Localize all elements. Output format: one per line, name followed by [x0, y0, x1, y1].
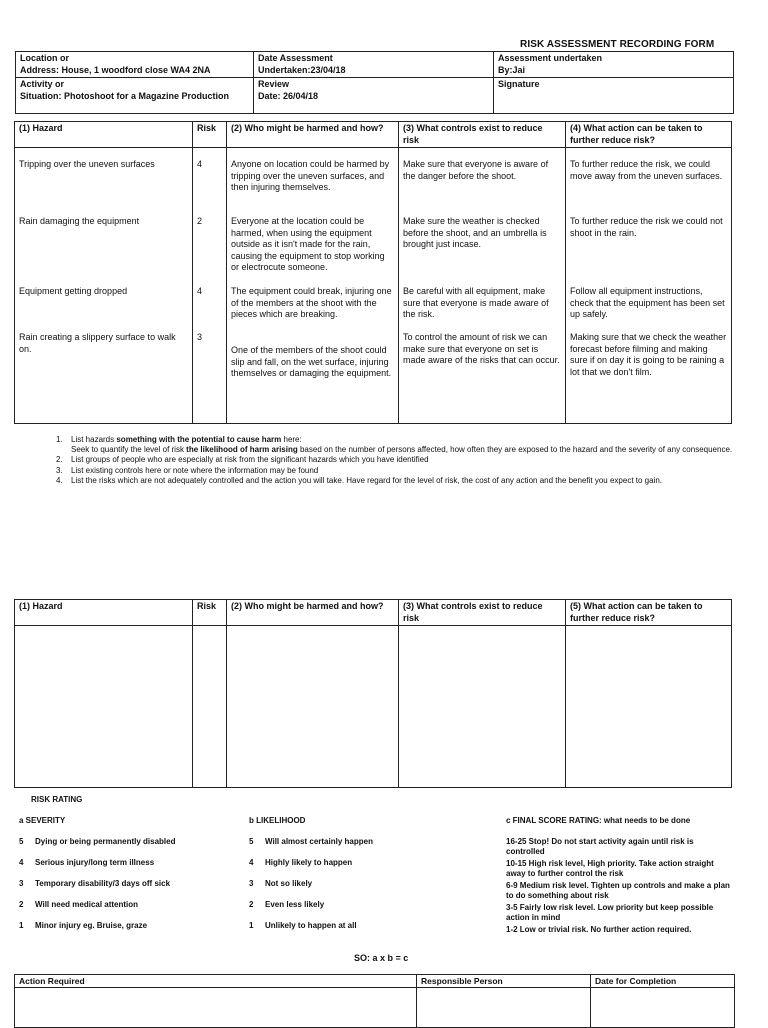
final-score-6-9: 6-9 Medium risk level. Tighten up controls and make a plan to do something about risk: [506, 880, 730, 900]
risk-rating-title: RISK RATING: [31, 795, 83, 804]
likelihood-2: [249, 900, 489, 911]
severity-3-text: Temporary disability/3 days off sick: [35, 879, 171, 888]
likelihood-1-key: 1: [249, 921, 254, 930]
note-1: 1. List hazards something with the potential to cause harm here:: [56, 435, 302, 444]
who-header: (2) Who might be harmed and how?: [227, 122, 399, 148]
signature-label: Signature: [498, 79, 540, 89]
action-entry-cell[interactable]: [566, 626, 732, 788]
activity-label: Activity or: [20, 79, 65, 89]
who-4: One of the members of the shoot could slip and fall, on the wet surface, injuring themselves or damaging the equipment.: [231, 345, 392, 378]
severity-3-key: 3: [19, 879, 24, 888]
form-title: RISK ASSESSMENT RECORDING FORM: [520, 39, 715, 50]
note-4-text: List the risks which are not adequately controlled and the action you will take. Have regard for the level of risk, the cost of any action and the benefit you expect to gain.: [71, 475, 663, 485]
severity-5-key: 5: [19, 837, 24, 846]
risk-entry-cell[interactable]: [193, 626, 227, 788]
completion-date-header: Date for Completion: [591, 975, 735, 988]
action-2: To further reduce the risk we could not shoot in the rain.: [570, 216, 723, 238]
severity-2: [19, 900, 244, 911]
hazard-entry-cell[interactable]: [15, 626, 193, 788]
action-column: [566, 148, 732, 424]
who-header-2: (2) Who might be harmed and how?: [227, 600, 399, 626]
likelihood-4: [249, 858, 489, 869]
hazard-2: Rain damaging the equipment: [19, 216, 140, 226]
controls-1: Make sure that everyone is aware of the danger before the shoot.: [403, 159, 549, 181]
who-3: The equipment could break, injuring one of the members at the shoot with the pieces which are breaking.: [231, 286, 392, 319]
hazard-header-2: (1) Hazard: [15, 600, 193, 626]
likelihood-4-text: Highly likely to happen: [265, 858, 353, 867]
hazard-column: [15, 148, 193, 424]
hazard-table: [14, 121, 732, 424]
note-3-text: List existing controls here or note where the information may be found: [71, 465, 319, 475]
final-score-list: [506, 816, 732, 935]
action-header-2: (5) What action can be taken to further reduce risk?: [566, 600, 732, 626]
severity-4-text: Serious injury/long term illness: [35, 858, 155, 867]
likelihood-list: [249, 816, 489, 942]
note-2-text: List groups of people who are especially at risk from the significant hazards which you have identified: [71, 455, 429, 465]
likelihood-5: [249, 837, 489, 848]
location-cell: [16, 52, 254, 78]
risk-2: 2: [197, 216, 203, 226]
final-score-16-25: 16-25 Stop! Do not start activity again until risk is controlled: [506, 836, 694, 856]
responsible-person-cell[interactable]: [417, 988, 591, 1028]
likelihood-2-text: Even less likely: [265, 900, 325, 909]
formula: SO: a x b = c: [354, 953, 409, 963]
likelihood-5-key: 5: [249, 837, 254, 846]
action-header: (4) What action can be taken to further reduce risk?: [566, 122, 732, 148]
likelihood-3-text: Not so likely: [265, 879, 313, 888]
note-1b: [56, 445, 736, 455]
note-1b-suffix: based on the number of persons affected, how often they are exposed to the hazard and the severity of any consequence.: [297, 445, 733, 455]
controls-header-2: (3) What controls exist to reduce risk: [399, 600, 566, 626]
review-cell: [254, 78, 494, 114]
likelihood-2-key: 2: [249, 900, 254, 909]
final-score-3-5: 3-5 Fairly low risk level. Low priority but keep possible action in mind: [506, 902, 714, 922]
final-score-1-2: 1-2 Low or trivial risk. No further action required.: [506, 924, 692, 934]
likelihood-4-key: 4: [249, 858, 254, 867]
note-1-suffix: here:: [281, 435, 302, 444]
assessor-cell: [494, 52, 734, 78]
header-table: [15, 51, 734, 114]
who-column: [227, 148, 399, 424]
severity-1-key: 1: [19, 921, 24, 930]
address-value: Address: House, 1 woodford close WA4 2NA: [20, 64, 211, 75]
note-1-bold: something with the potential to cause harm: [116, 435, 282, 444]
review-date-value: Date: 26/04/18: [258, 90, 319, 101]
risk-3: 4: [197, 286, 203, 296]
completion-date-cell[interactable]: [591, 988, 735, 1028]
severity-5: [19, 837, 244, 848]
action-4: Making sure that we check the weather forecast before filming and making sure if on day it is going to be raining a lot that we don't film.: [570, 332, 727, 377]
severity-5-text: Dying or being permanently disabled: [35, 837, 176, 846]
risk-column: [193, 148, 227, 424]
final-score-10-15: 10-15 High risk level, High priority. Take action straight away to further control the risk: [506, 858, 714, 878]
severity-4: [19, 858, 244, 869]
action-required-header: Action Required: [15, 975, 417, 988]
controls-column: [399, 148, 566, 424]
likelihood-5-text: Will almost certainly happen: [265, 837, 373, 846]
action-1: To further reduce the risk, we could move away from the uneven surfaces.: [570, 159, 723, 181]
controls-2: Make sure the weather is checked before the shoot, and an umbrella is brought just incase.: [403, 216, 547, 249]
severity-1-text: Minor injury eg. Bruise, graze: [35, 921, 148, 930]
note-1b-bold: the likelihood of harm arising: [186, 445, 298, 455]
likelihood-1: [249, 921, 489, 932]
severity-title: a SEVERITY: [19, 816, 66, 825]
signature-cell[interactable]: [494, 78, 734, 114]
who-entry-cell[interactable]: [227, 626, 399, 788]
hazard-table-blank: [14, 599, 732, 788]
assessment-label: Assessment undertaken: [498, 53, 603, 63]
controls-3: Be careful with all equipment, make sure that everyone is made aware of the risk.: [403, 286, 549, 319]
likelihood-3: [249, 879, 489, 890]
hazard-header: (1) Hazard: [15, 122, 193, 148]
severity-1: [19, 921, 244, 932]
instructions-list: [56, 435, 736, 486]
note-1b-text: Seek to quantify the level of risk: [71, 445, 187, 455]
who-2: Everyone at the location could be harmed, when using the equipment outside as it isn't made for the rain, causing the equipment to stop working or electrocute someone.: [231, 216, 385, 272]
location-label: Location or: [20, 53, 69, 63]
date-assessment-label: Date Assessment: [258, 53, 333, 63]
responsible-person-header: Responsible Person: [417, 975, 591, 988]
hazard-1: Tripping over the uneven surfaces: [19, 159, 155, 169]
situation-value: Situation: Photoshoot for a Magazine Production: [20, 90, 229, 101]
risk-4: 3: [197, 332, 203, 342]
who-1: Anyone on location could be harmed by tripping over the uneven surfaces, and then injuring themselves.: [231, 159, 390, 192]
risk-1: 4: [197, 159, 203, 169]
likelihood-title: b LIKELIHOOD: [249, 816, 306, 825]
hazard-3: Equipment getting dropped: [19, 286, 128, 296]
severity-list: [19, 816, 244, 942]
undertaken-value: Undertaken:23/04/18: [258, 64, 346, 75]
risk-header-2: Risk: [193, 600, 227, 626]
severity-2-key: 2: [19, 900, 24, 909]
hazard-4: Rain creating a slippery surface to walk on.: [19, 332, 176, 354]
likelihood-1-text: Unlikely to happen at all: [265, 921, 357, 930]
activity-cell: [16, 78, 254, 114]
action-required-cell[interactable]: [15, 988, 417, 1028]
date-assessment-cell: [254, 52, 494, 78]
note-2: 2. List groups of people who are especially at risk from the significant hazards which you have identified: [56, 455, 429, 465]
note-1-text: List hazards: [71, 435, 117, 444]
controls-header: (3) What controls exist to reduce risk: [399, 122, 566, 148]
action-3: Follow all equipment instructions, check that the equipment has been set up safely.: [570, 286, 725, 319]
note-4: 4. List the risks which are not adequately controlled and the action you will take. Have regard for the level of risk, the cost of any action and the benefit you expect to gain.: [56, 475, 663, 485]
controls-entry-cell[interactable]: [399, 626, 566, 788]
controls-4: To control the amount of risk we can make sure that everyone on set is made aware of the risks that can occur.: [403, 332, 560, 365]
severity-4-key: 4: [19, 858, 24, 867]
review-label: Review: [258, 79, 290, 89]
assessor-value: By:Jai: [498, 64, 526, 75]
final-score-title: c FINAL SCORE RATING: what needs to be done: [506, 816, 691, 825]
note-3: 3. List existing controls here or note where the information may be found: [56, 465, 319, 475]
risk-header: Risk: [193, 122, 227, 148]
likelihood-3-key: 3: [249, 879, 254, 888]
severity-3: [19, 879, 244, 890]
severity-2-text: Will need medical attention: [35, 900, 139, 909]
action-table: [14, 974, 735, 1028]
